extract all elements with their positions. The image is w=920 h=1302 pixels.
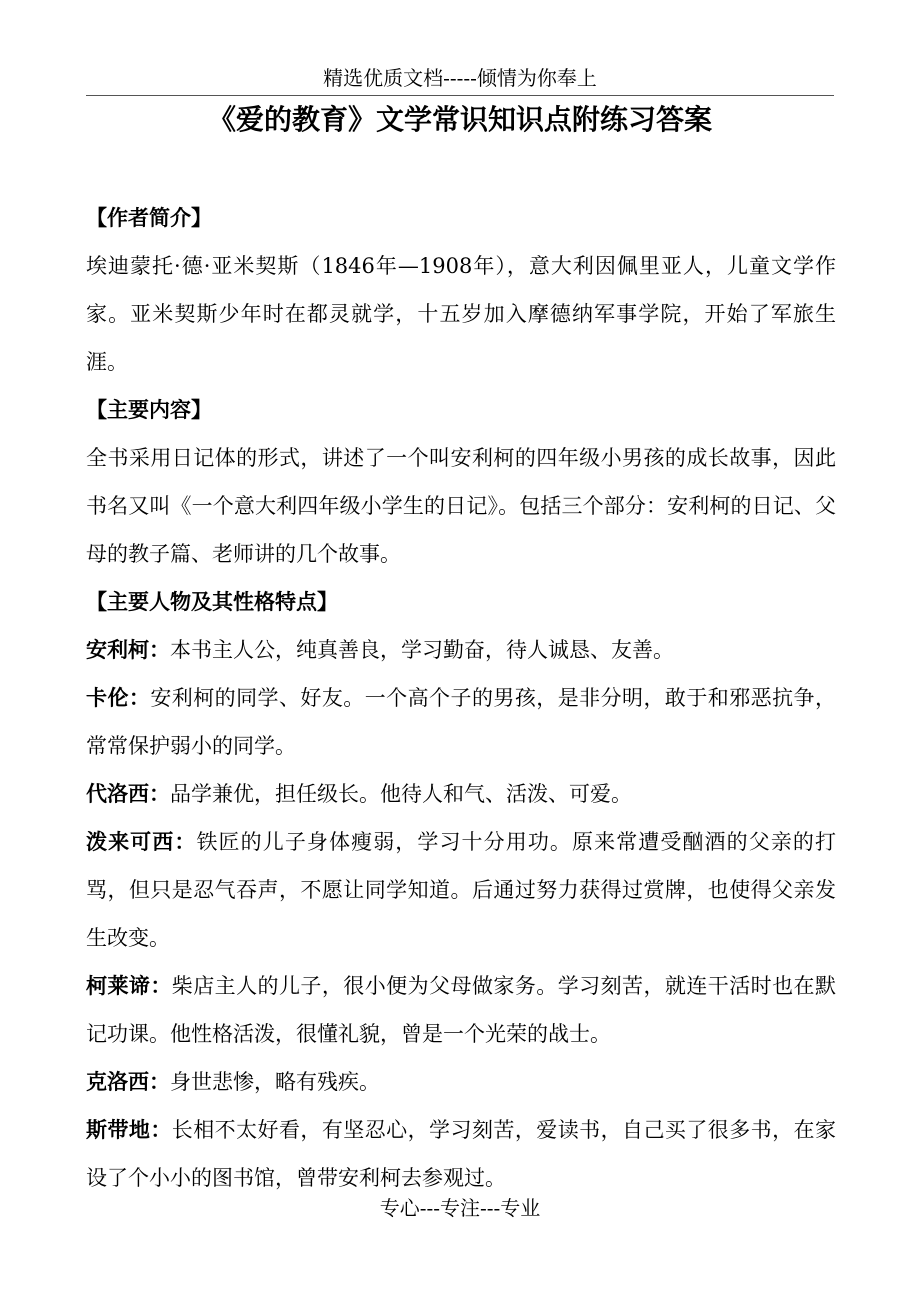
character-entry xyxy=(86,1058,836,1106)
section-heading-author: 【作者简介】 xyxy=(86,206,212,230)
character-description: 身世悲惨，略有残疾。 xyxy=(170,1070,380,1094)
character-name: 代洛西： xyxy=(86,782,170,806)
character-description: 铁匠的儿子身体瘦弱，学习十分用功。原来常遭受酗酒的父亲的打骂，但只是忍气吞声，不愿让同学知道。后通过努力获得过赏牌，也使得父亲发生改变。 xyxy=(86,830,837,950)
character-description: 品学兼优，担任级长。他待人和气、活泼、可爱。 xyxy=(170,782,632,806)
character-description: 本书主人公，纯真善良，学习勤奋，待人诚恳、友善。 xyxy=(170,638,674,662)
header-divider xyxy=(86,95,834,96)
character-description: 柴店主人的儿子，很小便为父母做家务。学习刻苦，就连干活时也在默记功课。他性格活泼，很懂礼貌，曾是一个光荣的战士。 xyxy=(86,974,836,1046)
character-entry xyxy=(86,818,836,962)
page-footer: 专心---专注---专业 xyxy=(379,1196,541,1220)
character-entry xyxy=(86,1106,836,1202)
character-name: 卡伦： xyxy=(86,686,151,710)
section-heading-content: 【主要内容】 xyxy=(86,398,212,422)
character-name: 柯莱谛： xyxy=(86,974,172,998)
character-name: 克洛西： xyxy=(86,1070,170,1094)
character-description: 安利柯的同学、好友。一个高个子的男孩，是非分明，敢于和邪恶抗争，常常保护弱小的同学。 xyxy=(86,686,837,758)
section-heading-characters: 【主要人物及其性格特点】 xyxy=(86,590,338,614)
character-name: 安利柯： xyxy=(86,638,170,662)
character-entry xyxy=(86,626,836,674)
document-title: 《爱的教育》文学常识知识点附练习答案 xyxy=(207,103,712,136)
document-body xyxy=(86,194,836,1202)
character-entry xyxy=(86,962,836,1058)
character-entry xyxy=(86,674,836,770)
character-name: 斯带地： xyxy=(86,1118,172,1142)
character-name: 泼来可西： xyxy=(86,830,197,854)
page-header: 精选优质文档-----倾情为你奉上 xyxy=(323,66,597,90)
character-description: 长相不太好看，有坚忍心，学习刻苦，爱读书，自己买了很多书，在家设了个小小的图书馆，曾带安利柯去参观过。 xyxy=(86,1118,836,1190)
author-paragraph: 埃迪蒙托·德·亚米契斯（1846年—1908年），意大利因佩里亚人，儿童文学作家。亚米契斯少年时在都灵就学，十五岁加入摩德纳军事学院，开始了军旅生涯。 xyxy=(86,254,836,374)
character-entry xyxy=(86,770,836,818)
content-paragraph: 全书采用日记体的形式，讲述了一个叫安利柯的四年级小男孩的成长故事，因此书名又叫《一个意大利四年级小学生的日记》。包括三个部分：安利柯的日记、父母的教子篇、老师讲的几个故事。 xyxy=(86,446,836,566)
